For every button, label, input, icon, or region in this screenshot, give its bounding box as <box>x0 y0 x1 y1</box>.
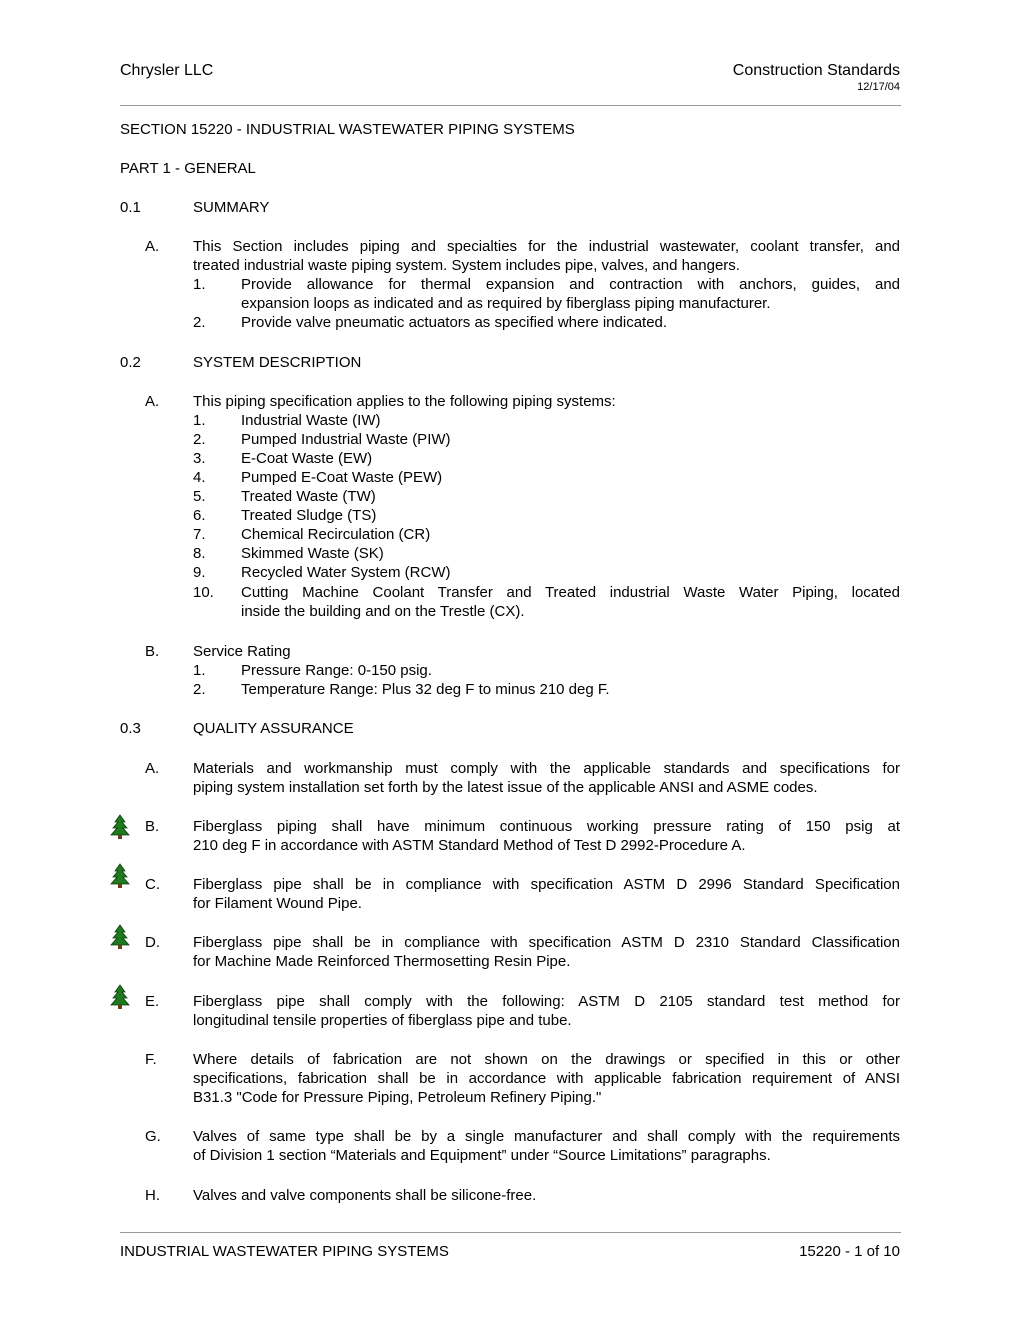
paragraph-text: Fiberglass pipe shall be in compliance with specification ASTM D 2996 Standard Specification <box>193 876 900 893</box>
item-text: Industrial Waste (IW) <box>241 412 381 429</box>
header-date: 12/17/04 <box>857 81 900 93</box>
item-text: Provide valve pneumatic actuators as specified where indicated. <box>241 314 668 331</box>
item-text: expansion loops as indicated and as required by fiberglass piping manufacturer. <box>241 295 771 312</box>
paragraph-text: Materials and workmanship must comply with the applicable standards and specifications for <box>193 760 900 777</box>
article-number: 0.3 <box>120 720 141 737</box>
paragraph-letter: B. <box>145 818 160 835</box>
item-number: 1. <box>193 412 206 429</box>
paragraph-text: piping system installation set forth by the latest issue of the applicable ANSI and ASME codes. <box>193 779 818 796</box>
item-number: 5. <box>193 488 206 505</box>
article-title: QUALITY ASSURANCE <box>193 720 354 737</box>
part-title: PART 1 - GENERAL <box>120 160 256 177</box>
item-text: Treated Waste (TW) <box>241 488 376 505</box>
paragraph-letter: A. <box>145 760 160 777</box>
paragraph-text: Service Rating <box>193 643 291 660</box>
item-text: Treated Sludge (TS) <box>241 507 377 524</box>
paragraph-text: 210 deg F in accordance with ASTM Standard Method of Test D 2992-Procedure A. <box>193 837 746 854</box>
tree-icon <box>108 863 132 889</box>
item-number: 3. <box>193 450 206 467</box>
item-number: 8. <box>193 545 206 562</box>
item-text: Pumped E-Coat Waste (PEW) <box>241 469 443 486</box>
paragraph-letter: E. <box>145 993 160 1010</box>
footer-title: INDUSTRIAL WASTEWATER PIPING SYSTEMS <box>120 1243 449 1260</box>
item-number: 1. <box>193 276 206 293</box>
footer-rule <box>120 1232 901 1233</box>
article-title: SYSTEM DESCRIPTION <box>193 354 362 371</box>
paragraph-text: Valves of same type shall be by a single manufacturer and shall comply with the requirements <box>193 1128 900 1145</box>
paragraph-letter: A. <box>145 393 160 410</box>
paragraph-text: Fiberglass pipe shall be in compliance with specification ASTM D 2310 Standard Classification <box>193 934 900 951</box>
paragraph-text: Valves and valve components shall be silicone-free. <box>193 1187 537 1204</box>
item-text: Pressure Range: 0-150 psig. <box>241 662 432 679</box>
item-number: 2. <box>193 314 206 331</box>
paragraph-text: of Division 1 section “Materials and Equipment” under “Source Limitations” paragraphs. <box>193 1147 771 1164</box>
item-text: Cutting Machine Coolant Transfer and Treated industrial Waste Water Piping, located <box>241 584 900 601</box>
paragraph-letter: A. <box>145 238 160 255</box>
item-number: 2. <box>193 681 206 698</box>
item-text: Skimmed Waste (SK) <box>241 545 384 562</box>
tree-icon <box>108 984 132 1010</box>
paragraph-text: for Machine Made Reinforced Thermosetting Resin Pipe. <box>193 953 571 970</box>
tree-icon <box>108 924 132 950</box>
paragraph-text: This Section includes piping and specialties for the industrial wastewater, coolant transfer, and <box>193 238 900 255</box>
article-number: 0.1 <box>120 199 141 216</box>
item-number: 4. <box>193 469 206 486</box>
item-number: 1. <box>193 662 206 679</box>
header-doc-type: Construction Standards <box>732 62 900 79</box>
footer-page-number: 15220 - 1 of 10 <box>799 1243 900 1260</box>
item-text: inside the building and on the Trestle (CX). <box>241 603 525 620</box>
paragraph-text: treated industrial waste piping system. System includes pipe, valves, and hangers. <box>193 257 740 274</box>
paragraph-text: for Filament Wound Pipe. <box>193 895 362 912</box>
paragraph-letter: G. <box>145 1128 161 1145</box>
paragraph-letter: H. <box>145 1187 160 1204</box>
paragraph-text: specifications, fabrication shall be in accordance with applicable fabrication requirement of ANSI <box>193 1070 900 1087</box>
header-rule <box>120 105 901 106</box>
paragraph-text: Fiberglass piping shall have minimum continuous working pressure rating of 150 psig at <box>193 818 900 835</box>
paragraph-letter: C. <box>145 876 160 893</box>
article-number: 0.2 <box>120 354 141 371</box>
item-number: 10. <box>193 584 214 601</box>
paragraph-text: longitudinal tensile properties of fiberglass pipe and tube. <box>193 1012 572 1029</box>
item-number: 6. <box>193 507 206 524</box>
item-number: 7. <box>193 526 206 543</box>
paragraph-letter: D. <box>145 934 160 951</box>
tree-icon <box>108 814 132 840</box>
item-number: 2. <box>193 431 206 448</box>
paragraph-text: B31.3 "Code for Pressure Piping, Petroleum Refinery Piping." <box>193 1089 602 1106</box>
item-text: Recycled Water System (RCW) <box>241 564 451 581</box>
paragraph-letter: F. <box>145 1051 157 1068</box>
item-text: E-Coat Waste (EW) <box>241 450 373 467</box>
item-text: Temperature Range: Plus 32 deg F to minus 210 deg F. <box>241 681 610 698</box>
article-title: SUMMARY <box>193 199 270 216</box>
header-company: Chrysler LLC <box>120 62 214 79</box>
item-text: Pumped Industrial Waste (PIW) <box>241 431 451 448</box>
item-text: Provide allowance for thermal expansion and contraction with anchors, guides, and <box>241 276 900 293</box>
paragraph-text: Where details of fabrication are not shown on the drawings or specified in this or other <box>193 1051 900 1068</box>
item-number: 9. <box>193 564 206 581</box>
paragraph-text: Fiberglass pipe shall comply with the following: ASTM D 2105 standard test method for <box>193 993 900 1010</box>
section-title: SECTION 15220 - INDUSTRIAL WASTEWATER PIPING SYSTEMS <box>120 121 575 138</box>
paragraph-letter: B. <box>145 643 160 660</box>
item-text: Chemical Recirculation (CR) <box>241 526 431 543</box>
paragraph-text: This piping specification applies to the following piping systems: <box>193 393 616 410</box>
